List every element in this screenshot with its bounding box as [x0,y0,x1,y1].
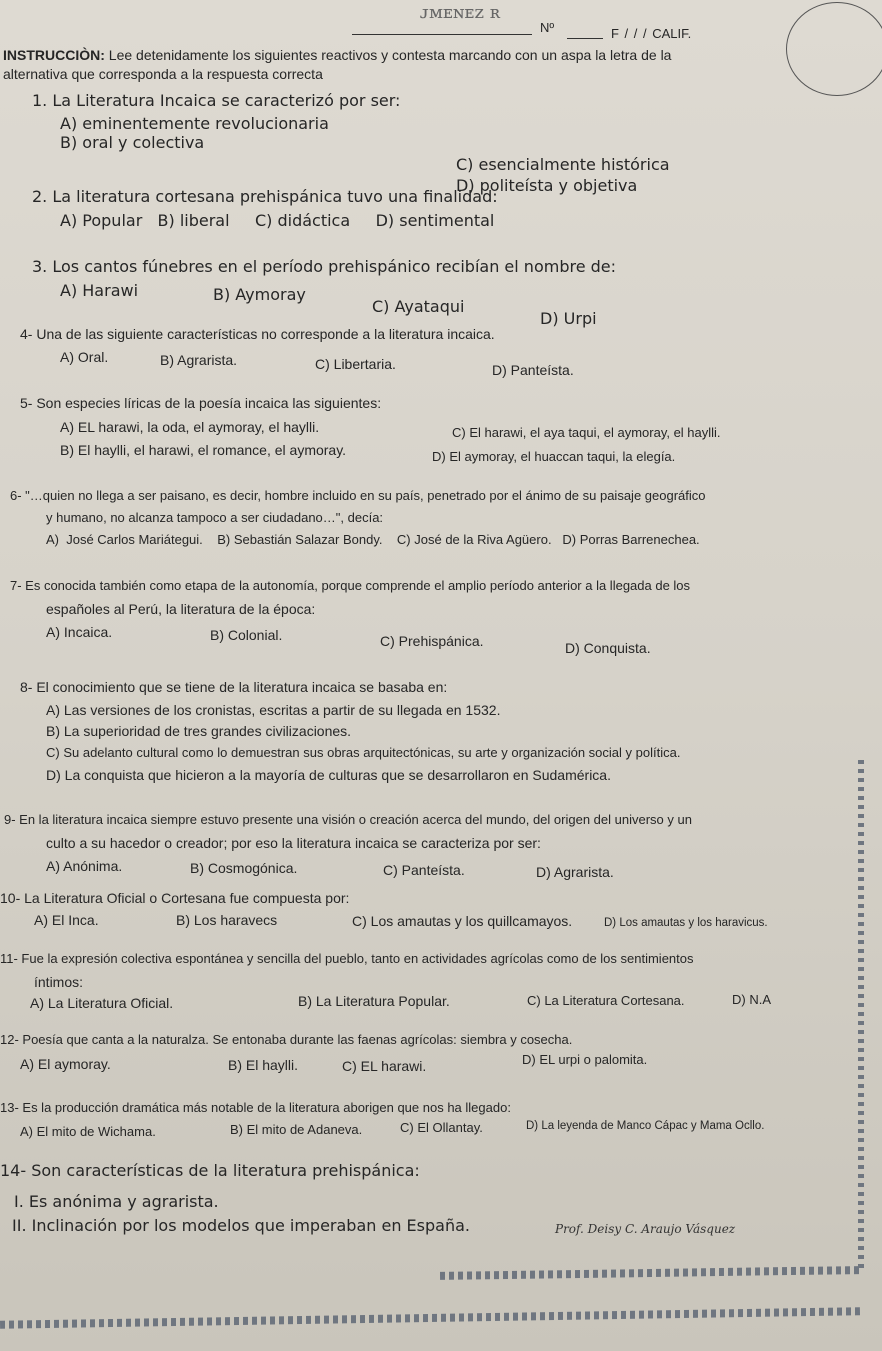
question-1-option-d[interactable]: D) politeísta y objetiva [456,176,638,195]
question-7-option-a[interactable]: A) Incaica. [46,624,113,640]
question-6-stem-line-1: 6- "…quien no llega a ser paisano, es decir, hombre incluido en su país, penetrado por el ánimo de su paisaje geográfico [10,488,706,503]
question-8-option-d[interactable]: D) La conquista que hicieron a la mayoría de culturas que se desarrollaron en Sudamérica. [46,767,611,783]
instruction-line-1 [3,47,671,63]
question-11-option-a[interactable]: A) La Literatura Oficial. [30,995,174,1011]
question-8-stem: 8- El conocimiento que se tiene de la literatura incaica se basaba en: [20,679,448,695]
question-11-stem-line-1: 11- Fue la expresión colectiva espontánea y sencilla del pueblo, tanto en actividades agrícolas como de los sentimientos [0,951,694,966]
grade-label: F / / / CALIF. [611,26,692,41]
instruction-label: INSTRUCCIÒN: [3,47,105,63]
question-5-option-c[interactable]: C) El harawi, el aya taqui, el aymoray, el haylli. [452,425,721,440]
question-12-option-c[interactable]: C) EL harawi. [342,1058,427,1074]
question-10-option-b[interactable]: B) Los haravecs [176,912,278,928]
teacher-signature: Prof. Deisy C. Araujo Vásquez [555,1222,736,1236]
question-2-stem: 2. La literatura cortesana prehispánica tuvo una finalidad: [32,187,498,206]
question-5-option-a[interactable]: A) EL harawi, la oda, el aymoray, el haylli. [60,419,320,435]
question-9-option-a[interactable]: A) Anónima. [46,858,123,874]
grade-circle [786,2,882,96]
question-13-option-a[interactable]: A) El mito de Wichama. [20,1124,156,1139]
question-12-option-d[interactable]: D) EL urpi o palomita. [522,1052,648,1067]
instruction-line-2: alternativa que corresponda a la respuesta correcta [3,66,323,82]
number-label: Nº [540,20,555,35]
question-13-option-d[interactable]: D) La leyenda de Manco Cápac y Mama Ocllo. [526,1120,765,1132]
question-1-stem: 1. La Literatura Incaica se caracterizó por ser: [32,91,401,110]
question-6-stem-line-2: y humano, no alcanza tampoco a ser ciudadano…", decía: [46,510,384,525]
question-11-option-b[interactable]: B) La Literatura Popular. [298,993,450,1009]
question-5-stem: 5- Son especies líricas de la poesía incaica las siguientes: [20,395,382,411]
question-10-option-a[interactable]: A) El Inca. [34,912,99,928]
question-10-stem: 10- La Literatura Oficial o Cortesana fue compuesta por: [0,890,350,906]
question-4-option-b[interactable]: B) Agrarista. [160,352,238,368]
question-14-item-2: II. Inclinación por los modelos que imperaban en España. [12,1216,470,1235]
question-13-option-b[interactable]: B) El mito de Adaneva. [230,1122,363,1137]
question-1-option-b[interactable]: B) oral y colectiva [60,133,205,152]
question-12-option-b[interactable]: B) El haylli. [228,1057,299,1073]
question-6-options[interactable]: A) José Carlos Mariátegui. B) Sebastián Salazar Bondy. C) José de la Riva Agüero. D) Porras Barrenechea. [46,532,700,547]
question-9-option-d[interactable]: D) Agrarista. [536,864,614,880]
question-7-option-c[interactable]: C) Prehispánica. [380,633,484,649]
perforation-top [440,1266,860,1280]
question-8-option-b[interactable]: B) La superioridad de tres grandes civilizaciones. [46,723,352,739]
question-11-option-d[interactable]: D) N.A [732,992,771,1007]
name-line [352,34,532,35]
question-5-option-d[interactable]: D) El aymoray, el huaccan taqui, la elegía. [432,449,676,464]
question-7-stem-line-1: 7- Es conocida también como etapa de la autonomía, porque comprende el amplio período anterior a la llegada de los [10,578,691,593]
question-9-stem-line-1: 9- En la literatura incaica siempre estuvo presente una visión o creación acerca del mundo, del origen del universo y un [4,812,692,827]
question-10-option-d[interactable]: D) Los amautas y los haravicus. [604,917,768,929]
question-1-option-a[interactable]: A) eminentemente revolucionaria [60,114,329,133]
question-9-stem-line-2: culto a su hacedor o creador; por eso la literatura incaica se caracteriza por ser: [46,835,541,851]
question-3-option-d[interactable]: D) Urpi [540,309,597,328]
question-8-option-c[interactable]: C) Su adelanto cultural como lo demuestran sus obras arquitectónicas, su arte y organización social y política. [46,745,681,760]
perforation-right [858,760,864,1270]
question-1-option-c[interactable]: C) esencialmente histórica [456,155,670,174]
question-4-option-a[interactable]: A) Oral. [60,349,109,365]
question-5-option-b[interactable]: B) El haylli, el harawi, el romance, el aymoray. [60,442,347,458]
question-12-stem: 12- Poesía que canta a la naturalza. Se entonaba durante las faenas agrícolas: siembra y cosecha. [0,1032,573,1047]
question-8-option-a[interactable]: A) Las versiones de los cronistas, escritas a partir de su llegada en 1532. [46,702,501,718]
question-10-option-c[interactable]: C) Los amautas y los quillcamayos. [352,913,573,929]
question-14-item-1: I. Es anónima y agrarista. [14,1192,219,1211]
question-12-option-a[interactable]: A) El aymoray. [20,1056,111,1072]
question-13-option-c[interactable]: C) El Ollantay. [400,1120,483,1135]
question-14-stem: 14- Son características de la literatura prehispánica: [0,1161,420,1180]
question-4-option-c[interactable]: C) Libertaria. [315,356,396,372]
question-11-stem-line-2: íntimos: [34,974,84,990]
question-3-stem: 3. Los cantos fúnebres en el período prehispánico recibían el nombre de: [32,257,617,276]
instruction-text: Lee detenidamente los siguientes reactivos y contesta marcando con un aspa la letra de la [104,47,672,63]
number-line [567,38,603,39]
question-2-options[interactable]: A) Popular B) liberal C) didáctica D) sentimental [60,211,495,230]
question-7-option-d[interactable]: D) Conquista. [565,640,651,656]
question-3-option-c[interactable]: C) Ayataqui [372,297,465,316]
question-9-option-c[interactable]: C) Panteísta. [383,862,465,878]
perforation-bottom [0,1307,860,1329]
question-9-option-b[interactable]: B) Cosmogónica. [190,860,298,876]
question-3-option-b[interactable]: B) Aymoray [213,285,306,304]
question-3-option-a[interactable]: A) Harawi [60,281,139,300]
question-4-stem: 4- Una de las siguiente características no corresponde a la literatura incaica. [20,326,495,342]
question-11-option-c[interactable]: C) La Literatura Cortesana. [527,993,685,1008]
question-13-stem: 13- Es la producción dramática más notable de la literatura aborigen que nos ha llegado: [0,1100,511,1115]
question-7-option-b[interactable]: B) Colonial. [210,627,283,643]
question-7-stem-line-2: españoles al Perú, la literatura de la época: [46,601,316,617]
student-name-scribble: ᴊᴍᴇɴᴇz ʀ [420,2,501,23]
question-4-option-d[interactable]: D) Panteísta. [492,362,574,378]
